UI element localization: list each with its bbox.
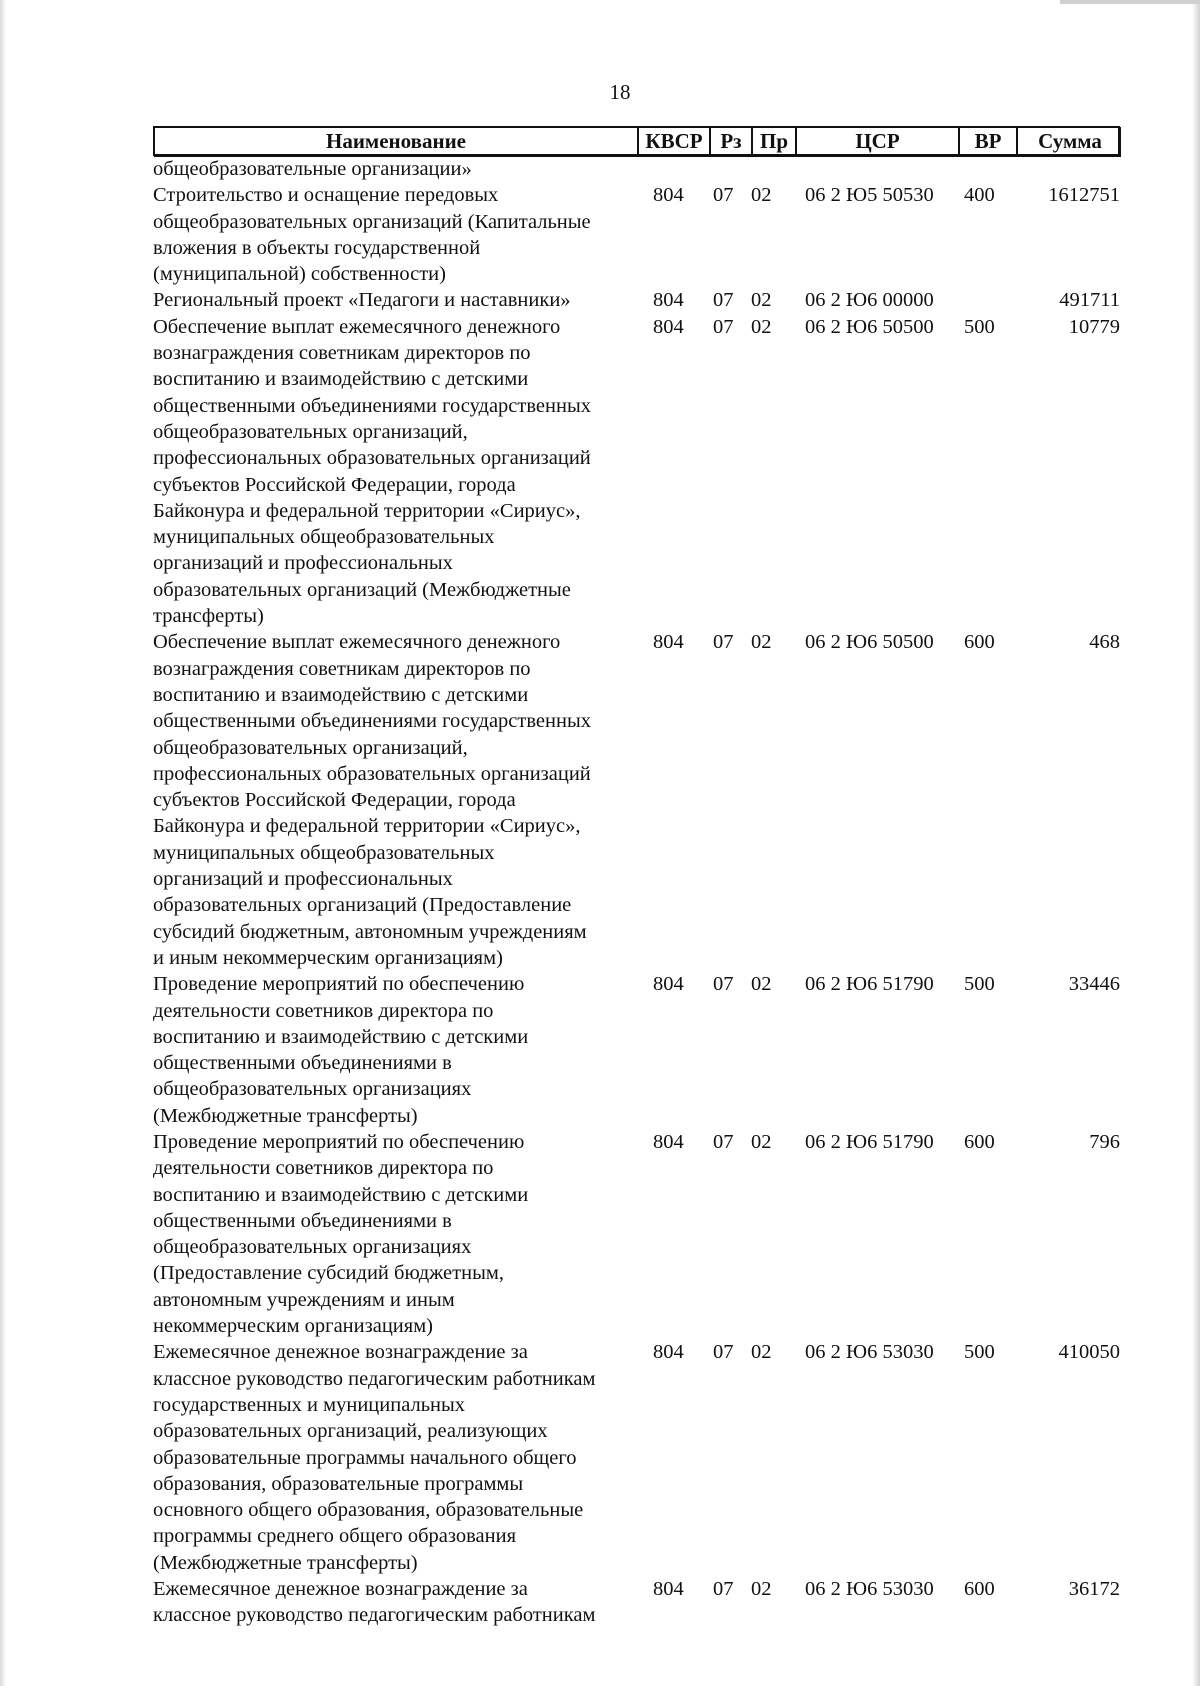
row-vr: 600	[964, 1130, 995, 1153]
row-name-line: (Межбюджетные трансферты)	[153, 1551, 418, 1574]
row-pr: 02	[751, 1578, 772, 1601]
row-name-line: образовательных организаций (Межбюджетные	[153, 578, 571, 601]
table-row	[153, 182, 1120, 287]
row-name-line: Проведение мероприятий по обеспечению	[153, 1130, 525, 1153]
row-kvsr: 804	[653, 289, 684, 312]
row-name-line: воспитанию и взаимодействию с детскими	[153, 1183, 529, 1206]
row-name-line: вознаграждения советникам директоров по	[153, 657, 531, 680]
row-name	[153, 156, 635, 182]
table-row	[153, 971, 1120, 1129]
row-name-line: образовательные программы начального общего	[153, 1446, 577, 1469]
row-kvsr: 804	[653, 184, 684, 207]
row-name-line: Байконура и федеральной территории «Сириус»,	[153, 499, 581, 522]
row-csr: 06 2 Ю6 50500	[805, 631, 934, 654]
row-name-line: Проведение мероприятий по обеспечению	[153, 973, 525, 996]
row-name-line: муниципальных общеобразовательных	[153, 841, 495, 864]
row-rz: 07	[713, 289, 734, 312]
row-name-line: общеобразовательных организаций,	[153, 420, 468, 443]
row-name-line: (Предоставление субсидий бюджетным,	[153, 1262, 504, 1285]
row-name-line: Региональный проект «Педагоги и наставники»	[153, 289, 571, 312]
header-rz: Рз	[709, 128, 751, 154]
row-vr: 600	[964, 631, 995, 654]
row-name	[153, 182, 635, 287]
row-name-line: муниципальных общеобразовательных	[153, 526, 495, 549]
row-rz: 07	[713, 973, 734, 996]
row-pr: 02	[751, 1130, 772, 1153]
row-name-line: образования, образовательные программы	[153, 1472, 524, 1495]
row-name	[153, 314, 635, 630]
row-name-line: воспитанию и взаимодействию с детскими	[153, 683, 529, 706]
row-name-line: субъектов Российской Федерации, города	[153, 789, 516, 812]
row-name-line: образовательных организаций, реализующих	[153, 1420, 548, 1443]
row-name-line: общественными объединениями государственных	[153, 710, 591, 733]
row-name-line: образовательных организаций (Предоставление	[153, 894, 572, 917]
table-row	[153, 1339, 1120, 1576]
row-name	[153, 287, 635, 313]
row-name-line: общественными объединениями в	[153, 1052, 452, 1075]
row-rz: 07	[713, 1341, 734, 1364]
header-name: Наименование	[326, 128, 466, 153]
table-body	[153, 156, 1120, 1629]
row-csr: 06 2 Ю6 53030	[805, 1578, 934, 1601]
row-pr	[749, 156, 793, 182]
page-number: 18	[609, 80, 631, 104]
row-name-line: вложения в объекты государственной	[153, 236, 481, 259]
row-kvsr: 804	[653, 1341, 684, 1364]
row-sum: 491711	[1059, 289, 1120, 312]
table-row	[153, 314, 1120, 630]
row-name-line: вознаграждения советникам директоров по	[153, 342, 531, 365]
table-header	[153, 126, 1120, 156]
row-csr: 06 2 Ю6 00000	[805, 289, 934, 312]
row-name-line: Строительство и оснащение передовых	[153, 184, 499, 207]
row-vr: 600	[964, 1578, 995, 1601]
row-name	[153, 971, 635, 1129]
row-pr: 02	[751, 184, 772, 207]
row-pr: 02	[751, 289, 772, 312]
budget-table	[153, 126, 1120, 1629]
row-sum: 410050	[1058, 1341, 1120, 1364]
table-row	[153, 629, 1120, 971]
row-csr: 06 2 Ю6 51790	[805, 973, 934, 996]
table-row	[153, 1129, 1120, 1339]
row-rz: 07	[713, 631, 734, 654]
row-csr: 06 2 Ю6 50500	[805, 315, 934, 338]
row-kvsr	[635, 156, 707, 182]
header-sum: Сумма	[1016, 128, 1122, 154]
row-name-line: субсидий бюджетным, автономным учреждениям	[153, 920, 587, 943]
row-sum: 36172	[1068, 1578, 1120, 1601]
row-vr: 500	[964, 1341, 995, 1364]
row-name-line: классное руководство педагогическим работникам	[153, 1367, 596, 1390]
row-name-line: общеобразовательных организаций (Капитальные	[153, 210, 591, 233]
row-rz	[707, 156, 749, 182]
row-kvsr: 804	[653, 631, 684, 654]
row-name-line: общественными объединениями государственных	[153, 394, 591, 417]
header-csr: ЦСР	[795, 128, 958, 154]
row-vr: 500	[964, 315, 995, 338]
header-pr: Пр	[751, 128, 795, 154]
row-name-line: основного общего образования, образовательные	[153, 1499, 584, 1522]
row-csr: 06 2 Ю5 50530	[805, 184, 934, 207]
row-rz: 07	[713, 1130, 734, 1153]
row-name-line: общеобразовательных организациях	[153, 1236, 472, 1259]
table-row	[153, 287, 1120, 313]
row-sum	[1014, 156, 1120, 182]
row-name-line: общеобразовательных организаций,	[153, 736, 468, 759]
row-csr: 06 2 Ю6 51790	[805, 1130, 934, 1153]
row-name-line: профессиональных образовательных организаций	[153, 762, 591, 785]
row-name-line: и иным некоммерческим организациям)	[153, 946, 503, 969]
row-rz: 07	[713, 1578, 734, 1601]
row-pr: 02	[751, 1341, 772, 1364]
table-row	[153, 1576, 1120, 1629]
row-name-line: государственных и муниципальных	[153, 1393, 466, 1416]
row-name-line: некоммерческим организациям)	[153, 1315, 433, 1338]
row-kvsr: 804	[653, 1578, 684, 1601]
row-name-line: программы среднего общего образования	[153, 1525, 516, 1548]
row-name	[153, 1339, 635, 1576]
row-vr	[956, 287, 1014, 313]
row-name-line: субъектов Российской Федерации, города	[153, 473, 516, 496]
row-name	[153, 1129, 635, 1339]
row-name-line: воспитанию и взаимодействию с детскими	[153, 1025, 529, 1048]
row-kvsr: 804	[653, 315, 684, 338]
row-pr: 02	[751, 631, 772, 654]
row-name-line: общеобразовательные организации»	[153, 158, 472, 180]
row-name-line: воспитанию и взаимодействию с детскими	[153, 368, 529, 391]
row-vr: 400	[964, 184, 995, 207]
row-name-line: деятельности советников директора по	[153, 999, 494, 1022]
row-csr: 06 2 Ю6 53030	[805, 1341, 934, 1364]
row-kvsr: 804	[653, 1130, 684, 1153]
scan-edge-right	[1192, 0, 1200, 1686]
row-sum: 10779	[1068, 315, 1120, 338]
row-sum: 796	[1089, 1130, 1120, 1153]
row-name-line: Байконура и федеральной территории «Сириус»,	[153, 815, 581, 838]
header-vr: ВР	[958, 128, 1016, 154]
row-name-line: автономным учреждениям и иным	[153, 1288, 455, 1311]
row-name-line: Обеспечение выплат ежемесячного денежного	[153, 631, 561, 654]
row-sum: 33446	[1068, 973, 1120, 996]
row-name-line: Обеспечение выплат ежемесячного денежного	[153, 315, 561, 338]
row-sum: 1612751	[1048, 184, 1120, 207]
row-name-line: профессиональных образовательных организаций	[153, 447, 591, 470]
row-sum: 468	[1089, 631, 1120, 654]
row-name-line: организаций и профессиональных	[153, 868, 453, 891]
row-name	[153, 1576, 635, 1629]
row-vr: 500	[964, 973, 995, 996]
row-csr	[793, 156, 956, 182]
row-name-line: Ежемесячное денежное вознаграждение за	[153, 1578, 528, 1601]
row-pr: 02	[751, 973, 772, 996]
row-pr: 02	[751, 315, 772, 338]
header-kvsr: КВСР	[637, 128, 709, 154]
row-name-line: (муниципальной) собственности)	[153, 263, 446, 286]
scan-edge-left	[0, 0, 6, 1686]
row-name-line: трансферты)	[153, 605, 264, 628]
row-kvsr: 804	[653, 973, 684, 996]
row-name-line: (Межбюджетные трансферты)	[153, 1104, 418, 1127]
row-name-line: классное руководство педагогическим работникам	[153, 1604, 596, 1627]
row-rz: 07	[713, 184, 734, 207]
row-vr	[956, 156, 1014, 182]
row-name-line: общественными объединениями в	[153, 1209, 452, 1232]
row-name	[153, 629, 635, 971]
row-name-line: Ежемесячное денежное вознаграждение за	[153, 1341, 528, 1364]
table-row	[153, 156, 1120, 182]
row-rz: 07	[713, 315, 734, 338]
row-name-line: общеобразовательных организациях	[153, 1078, 472, 1101]
row-name-line: организаций и профессиональных	[153, 552, 453, 575]
scan-edge-top	[1060, 0, 1200, 4]
row-name-line: деятельности советников директора по	[153, 1157, 494, 1180]
